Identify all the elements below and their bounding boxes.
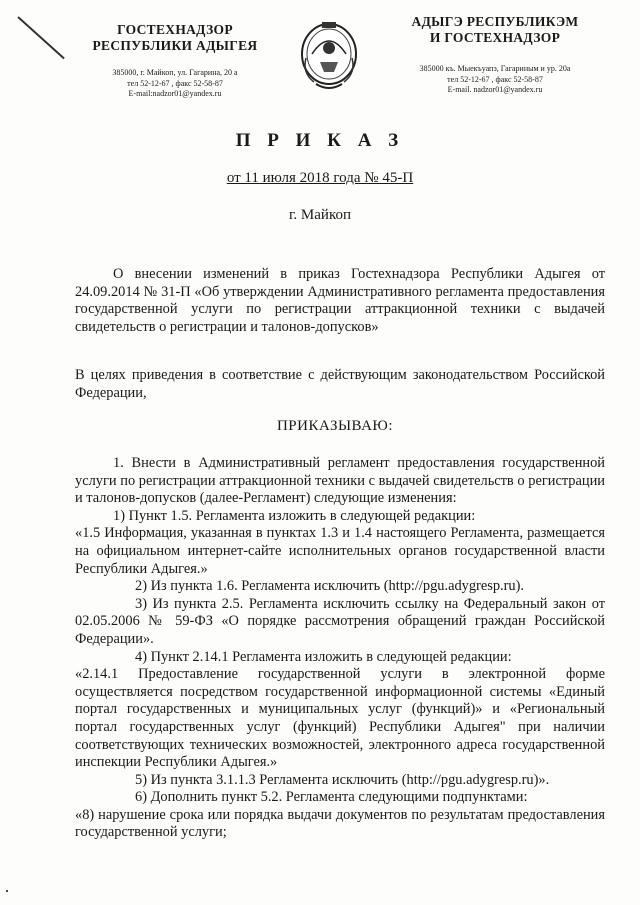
header-right-title-1: АДЫГЭ РЕСПУБЛИКЭМ	[411, 14, 579, 29]
document-title: П Р И К А З	[235, 130, 405, 151]
paragraph-1: 1. Внести в Административный регламент предоставления государственной услуги по регистрации аттракционной техники с выдачей свидетельств о регистрации и талонов-допусков (далее-Регламент) следующие изменения:	[75, 455, 605, 507]
paragraph-5: 3) Из пункта 2.5. Регламента исключить ссылку на Федеральный закон от 02.05.2006 № 59-ФЗ «О порядке рассмотрения обращений граждан Российской Федерации».	[75, 595, 605, 647]
paragraph-4: 2) Из пункта 1.6. Регламента исключить (http://pgu.adygresp.ru).	[135, 578, 525, 595]
order-heading: ПРИКАЗЫВАЮ:	[276, 418, 394, 434]
paragraph-3: «1.5 Информация, указанная в пунктах 1.3 и 1.4 настоящего Регламента, размещается на официальном интернет-сайте исполнительных органов государственной власти Республики Адыгея.»	[75, 525, 605, 577]
scan-speck	[6, 890, 8, 892]
paragraph-7: «2.14.1 Предоставление государственной услуги в электронной форме осуществляется посредством государственной информационной системы «Единый портал государственных и муниципальных услуг (функций)» и «Региональный портал государственных услуг (функций) Республики Адыгея" при наличии соответствующих технических возможностей, электронного адреса государственной инспекции Республики Адыгея.»	[75, 666, 605, 771]
order-number-date: от 11 июля 2018 года № 45-П	[226, 170, 414, 186]
header-right-email: E-mail. nadzor01@yandex.ru	[447, 85, 543, 94]
header-right	[390, 14, 600, 96]
paragraph-9: 6) Дополнить пункт 5.2. Регламента следующими подпунктами:	[135, 789, 528, 806]
header-right-title-2: И ГОСТЕХНАДЗОР	[429, 30, 561, 45]
header-right-phone: тел 52-12-67 , факс 52-58-87	[447, 74, 543, 84]
city-name: г. Майкоп	[288, 207, 352, 223]
document-subject: О внесении изменений в приказ Гостехнадзора Республики Адыгея от 24.09.2014 № 31-П «Об утверждении Административного регламента предоставления государственной услуги по регистрации аттракционной техники с выдачей свидетельств о регистрации и талонов-допусков»	[75, 266, 605, 335]
coat-of-arms-icon	[298, 18, 360, 96]
header-right-address: 385000 къ. Мыекъуапэ, Гагариным и ур. 20а	[419, 64, 571, 73]
header-left-title-1: ГОСТЕХНАДЗОР	[117, 22, 233, 37]
paragraph-6: 4) Пункт 2.14.1 Регламента изложить в следующей редакции:	[135, 648, 512, 665]
header-left-address: 385000, г. Майкоп, ул. Гагарина, 20 а	[112, 68, 238, 77]
header-left-email: E-mail:nadzor01@yandex.ru	[128, 89, 222, 98]
order-body	[75, 455, 605, 842]
pen-mark	[17, 16, 64, 59]
header-left	[70, 22, 280, 100]
paragraph-2: 1) Пункт 1.5. Регламента изложить в следующей редакции:	[113, 507, 476, 524]
paragraph-8: 5) Из пункта 3.1.1.3 Регламента исключить (http://pgu.adygresp.ru)».	[135, 771, 550, 788]
header-left-title-2: РЕСПУБЛИКИ АДЫГЕЯ	[92, 38, 258, 53]
paragraph-10: «8) нарушение срока или порядка выдачи документов по результатам предоставления государственной услуги;	[75, 806, 605, 841]
preamble: В целях приведения в соответствие с действующим законодательством Российской Федерации,	[75, 367, 605, 401]
header-left-phone: тел 52-12-67 , факс 52-58-87	[127, 78, 223, 88]
